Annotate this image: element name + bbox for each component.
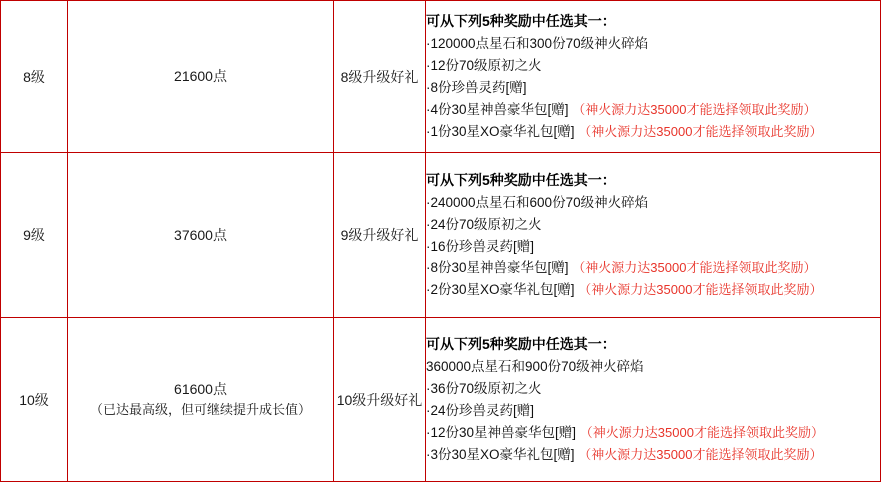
detail-line-note: （神火源力达35000才能选择领取此奖励）: [578, 123, 823, 139]
detail-heading: 可从下列5种奖励中任选其一：: [426, 336, 616, 353]
detail-line-note: （神火源力达35000才能选择领取此奖励）: [579, 424, 824, 440]
detail-line-text: ·12份70级原初之火: [426, 58, 542, 74]
detail-line-text: ·4份30星神兽豪华包[赠]: [426, 101, 569, 117]
detail-line-note: （神火源力达35000才能选择领取此奖励）: [578, 446, 823, 462]
gift-cell: [334, 318, 426, 482]
detail-line-text: ·8份30星神兽豪华包[赠]: [426, 260, 569, 276]
detail-line-text: ·12份30星神兽豪华包[赠]: [426, 424, 577, 440]
detail-line-text: ·24份珍兽灵药[赠]: [426, 403, 535, 419]
level-label: 9级: [23, 227, 45, 243]
detail-line-text: ·240000点星石和600份70级神火碎焰: [426, 194, 649, 210]
table-row: [1, 153, 881, 318]
detail-line: [426, 33, 880, 55]
detail-cell: [426, 1, 881, 153]
detail-line-text: ·1份30星XO豪华礼包[赠]: [426, 123, 575, 139]
detail-line-text: ·8份珍兽灵药[赠]: [426, 80, 527, 96]
detail-line-text: ·2份30星XO豪华礼包[赠]: [426, 282, 575, 298]
detail-cell: [426, 153, 881, 318]
level-cell: [1, 318, 68, 482]
gift-cell: [334, 153, 426, 318]
points-value: 61600点: [174, 380, 227, 397]
detail-line-text: ·24份70级原初之火: [426, 216, 542, 232]
detail-heading: 可从下列5种奖励中任选其一：: [426, 13, 616, 30]
detail-line: [426, 121, 880, 143]
detail-line: [426, 214, 880, 236]
level-cell: [1, 1, 68, 153]
detail-line-text: 360000点星石和900份70级神火碎焰: [426, 359, 644, 375]
detail-line-text: ·120000点星石和300份70级神火碎焰: [426, 36, 649, 52]
detail-line: [426, 400, 880, 422]
points-value: 37600点: [174, 226, 227, 243]
points-subnote: （已达最高级，但可继续提升成长值）: [89, 402, 311, 418]
points-cell: [68, 1, 334, 153]
gift-label: 8级升级好礼: [340, 68, 419, 85]
detail-line-note: （神火源力达35000才能选择领取此奖励）: [572, 260, 817, 276]
detail-line: [426, 236, 880, 258]
table-row: [1, 318, 881, 482]
detail-line: [426, 378, 880, 400]
detail-line: [426, 77, 880, 99]
detail-line: [426, 99, 880, 121]
points-cell: [68, 153, 334, 318]
detail-heading: 可从下列5种奖励中任选其一：: [426, 171, 616, 188]
detail-cell: [426, 318, 881, 482]
gift-label: 9级升级好礼: [340, 227, 419, 243]
detail-line-text: ·16份珍兽灵药[赠]: [426, 238, 535, 254]
gift-cell: [334, 1, 426, 153]
points-cell: [68, 318, 334, 482]
detail-line: [426, 192, 880, 214]
detail-line: [426, 356, 880, 378]
gift-label: 10级升级好礼: [336, 391, 423, 408]
detail-line: [426, 422, 880, 444]
detail-line: [426, 257, 880, 279]
detail-line: [426, 279, 880, 301]
level-cell: [1, 153, 68, 318]
table-row: [1, 1, 881, 153]
detail-line-text: ·3份30星XO豪华礼包[赠]: [426, 446, 575, 462]
detail-line: [426, 55, 880, 77]
detail-line-note: （神火源力达35000才能选择领取此奖励）: [578, 282, 823, 298]
points-value: 21600点: [174, 68, 227, 85]
detail-line-note: （神火源力达35000才能选择领取此奖励）: [572, 101, 817, 117]
level-label: 8级: [23, 68, 45, 85]
detail-line: [426, 444, 880, 466]
detail-line-text: ·36份70级原初之火: [426, 381, 542, 397]
level-label: 10级: [19, 391, 49, 408]
reward-table-body: [1, 1, 881, 482]
